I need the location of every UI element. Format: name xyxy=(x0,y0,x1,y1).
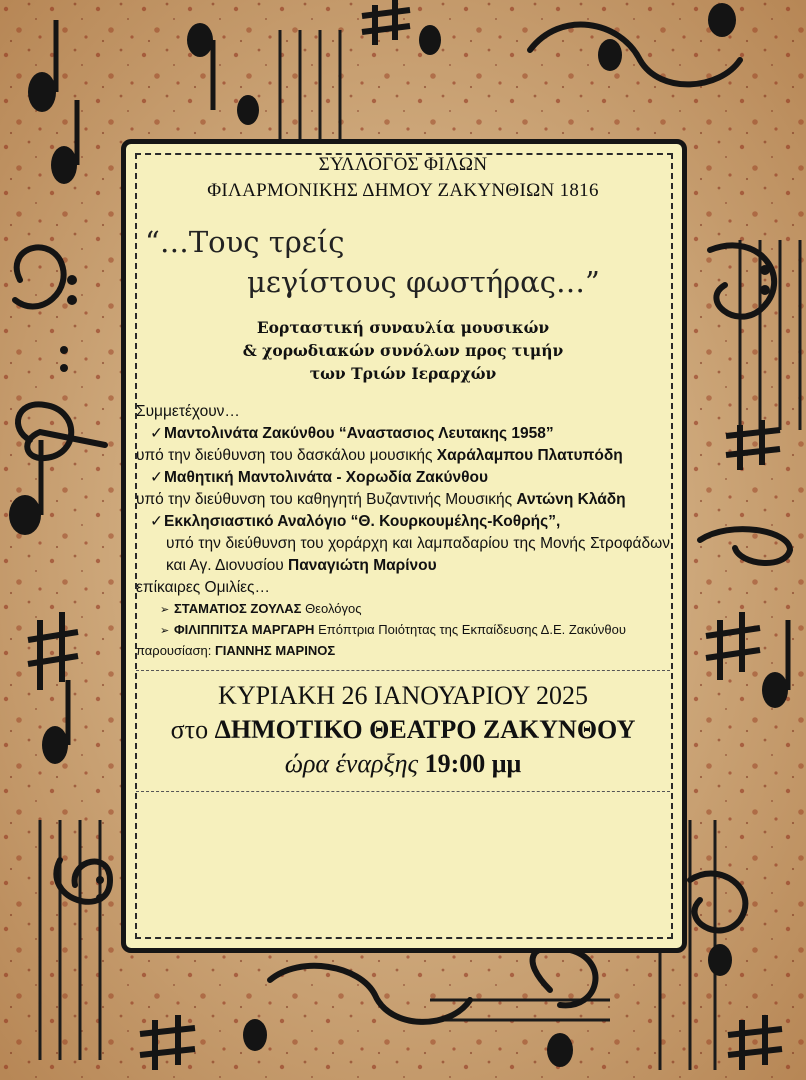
speaker-name: ΦΙΛΙΠΠΙΤΣΑ ΜΑΡΓΑΡΗ xyxy=(174,622,315,637)
check-icon: ✓ xyxy=(150,513,163,530)
direction-text: υπό την διεύθυνση του καθηγητή Βυζαντινής Μουσικής xyxy=(136,491,513,508)
subtitle-line-2: & χορωδιακών συνόλων προς τιμήν xyxy=(242,341,564,360)
director-name: Παναγιώτη Μαρίνου xyxy=(288,557,437,574)
direction-text: υπό την διεύθυνση του χοράρχη και λαμπαδαρίου της Μονής Στροφάδων και Αγ. Διονυσίου xyxy=(166,535,670,574)
subtitle-line-1: Εορταστική συναυλία μουσικών xyxy=(256,318,550,337)
arrowhead-icon: ➢ xyxy=(160,625,170,637)
organization-line-1: ΣΥΛΛΟΓΟΣ ΦΙΛΩΝ xyxy=(318,154,488,175)
participant-name: Εκκλησιαστικό Αναλόγιο “Θ. Κουρκουμέλης-Κοθρής”, xyxy=(164,513,561,530)
event-info xyxy=(136,679,670,781)
organization-line-2: ΦΙΛΑΡΜΟΝΙΚΗΣ ΔΗΜΟΥ ΖΑΚΥΝΘΙΩΝ 1816 xyxy=(207,180,599,201)
speaker-1 xyxy=(136,599,670,620)
arrowhead-icon: ➢ xyxy=(160,604,170,616)
venue-prefix: στο xyxy=(170,715,209,744)
participant-2 xyxy=(136,467,670,489)
speaker-role: Επόπτρια Ποιότητας της Εκπαίδευσης Δ.Ε. Ζακύνθου xyxy=(318,622,627,637)
director-name: Αντώνη Κλάδη xyxy=(516,491,626,508)
speaker-2 xyxy=(136,620,670,641)
presenter xyxy=(136,641,670,660)
presenter-label: παρουσίαση: xyxy=(136,643,212,658)
direction-text: υπό την διεύθυνση του δασκάλου μουσικής xyxy=(136,447,433,464)
event-venue: ΔΗΜΟΤΙΚΟ ΘΕΑΤΡΟ ΖΑΚΥΝΘΟΥ xyxy=(214,715,636,744)
participant-2-direction xyxy=(136,489,670,511)
separator xyxy=(136,791,670,792)
event-card xyxy=(121,139,687,953)
director-name: Χαράλαμπου Πλατυπόδη xyxy=(436,447,623,464)
event-venue-line xyxy=(136,713,670,747)
title-line-1: “…Τους τρείς xyxy=(145,225,345,259)
participant-name: Μαθητική Μαντολινάτα - Χορωδία Ζακύνθου xyxy=(164,469,488,486)
event-subtitle xyxy=(136,316,670,385)
separator xyxy=(136,670,670,671)
subtitle-line-3: των Τριών Ιεραρχών xyxy=(309,364,497,383)
card-content xyxy=(136,152,670,792)
speaker-role: Θεολόγος xyxy=(305,601,362,616)
participant-1-direction xyxy=(136,445,670,467)
participant-3 xyxy=(136,511,670,533)
organization-name xyxy=(136,152,670,204)
title-line-2: μεγίστους φωστήρας…” xyxy=(247,265,600,299)
participant-3-direction xyxy=(136,533,670,577)
participant-name: Μαντολινάτα Ζακύνθου “Αναστασιος Λευτακης 1958” xyxy=(164,425,554,442)
check-icon: ✓ xyxy=(150,425,163,442)
event-time-line xyxy=(136,747,670,781)
program-details xyxy=(136,401,670,660)
participant-1 xyxy=(136,423,670,445)
time-prefix: ώρα έναρξης xyxy=(284,749,419,778)
event-time: 19:00 μμ xyxy=(424,749,522,778)
check-icon: ✓ xyxy=(150,469,163,486)
event-date: ΚΥΡΙΑΚΗ 26 ΙΑΝΟΥΑΡΙΟΥ 2025 xyxy=(218,681,588,710)
participants-label: Συμμετέχουν… xyxy=(136,403,240,420)
speeches-label: επίκαιρες Ομιλίες… xyxy=(136,579,271,596)
speaker-name: ΣΤΑΜΑΤΙΟΣ ΖΟΥΛΑΣ xyxy=(174,601,302,616)
presenter-name: ΓΙΑΝΝΗΣ ΜΑΡΙΝΟΣ xyxy=(214,643,336,658)
